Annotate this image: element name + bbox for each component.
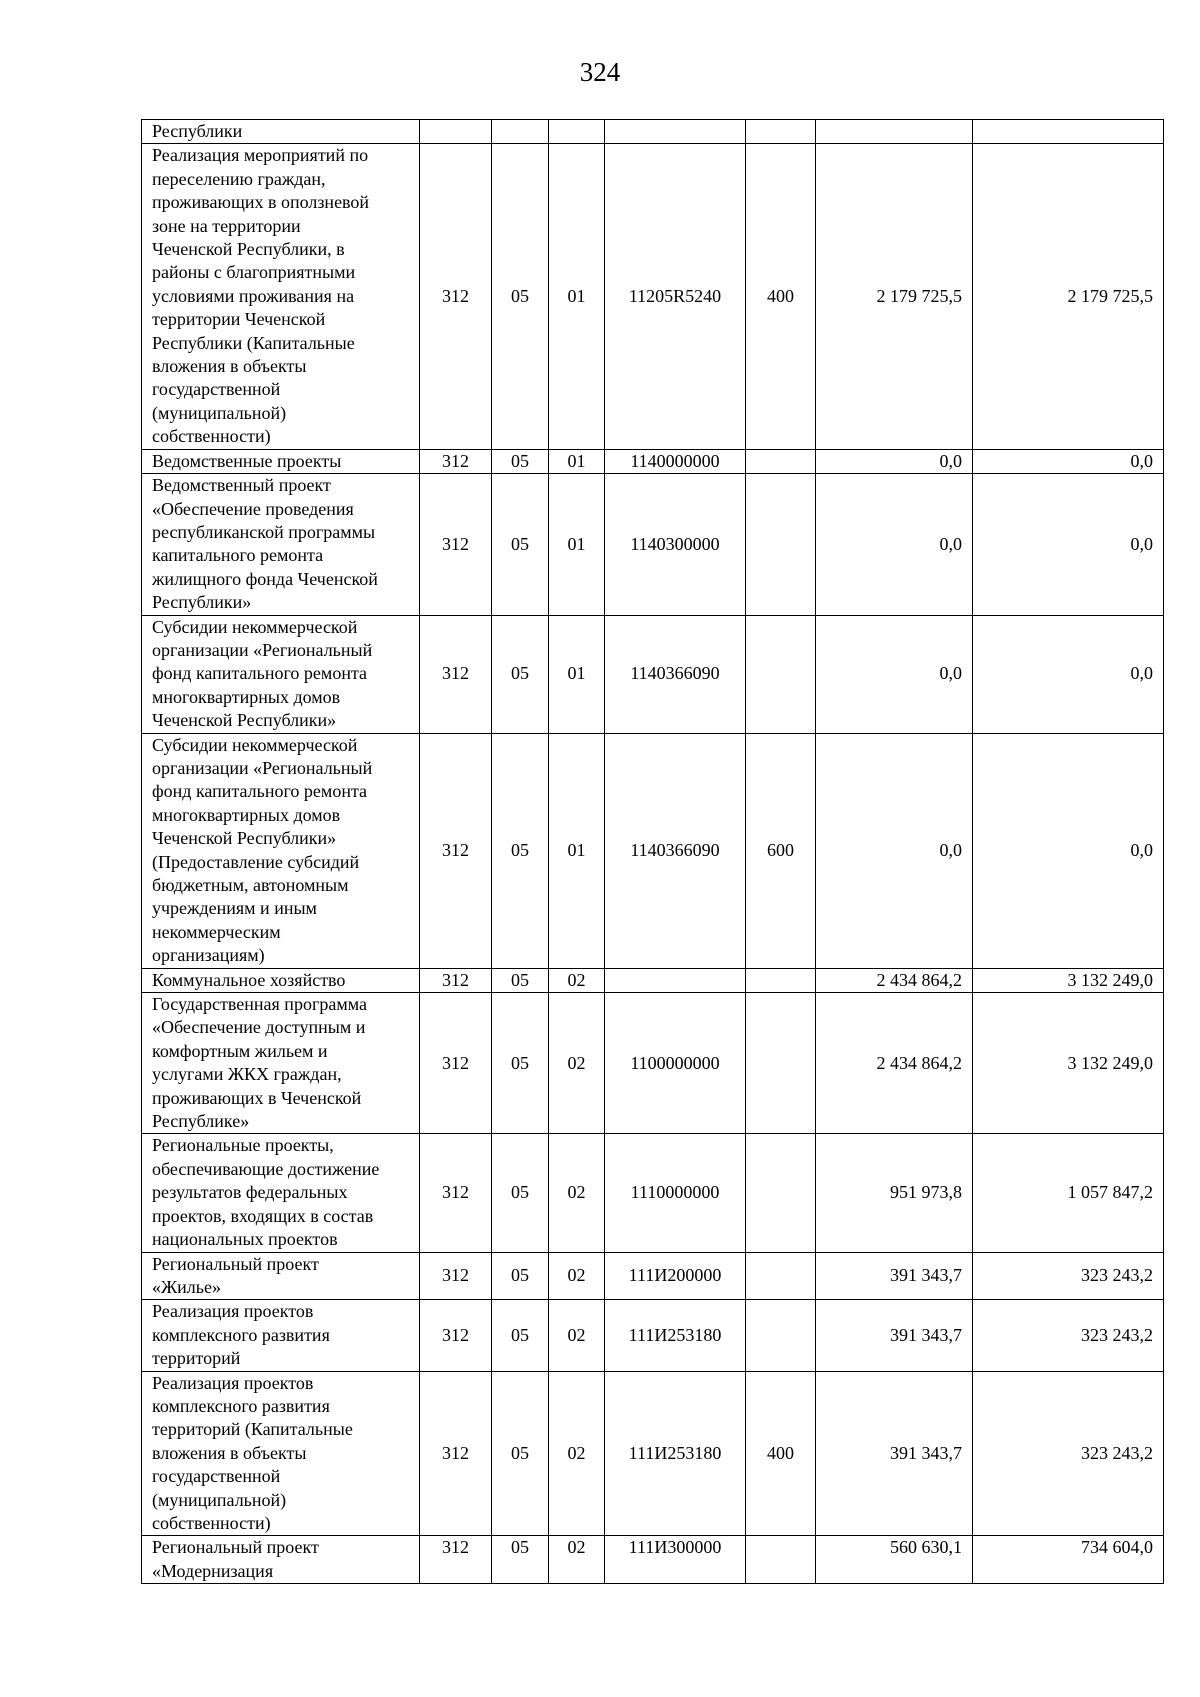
cell-subsection-code: 02 [549,968,605,992]
item-name-line: Государственная программа [152,994,367,1015]
cell-expense-type [746,449,816,473]
item-name-line: государственной [152,379,281,400]
item-name-line: проживающих в Чеченской [152,1087,362,1108]
item-name-line: «Обеспечение проведения [152,498,354,519]
cell-amount-year-1: 2 179 725,5 [816,144,973,449]
cell-item-name [142,1252,420,1300]
cell-expense-type [746,1252,816,1300]
cell-ved-code: 312 [420,1300,492,1371]
item-name-line: комплексного развития [152,1324,330,1345]
item-name-line: Чеченской Республики» [152,710,337,731]
cell-section-code: 05 [492,144,549,449]
cell-expense-type [746,968,816,992]
item-name-line: «Жилье» [152,1276,221,1297]
cell-amount-year-2: 323 243,2 [973,1252,1164,1300]
cell-section-code: 05 [492,993,549,1134]
cell-item-name [142,968,420,992]
item-name-line: (муниципальной) [152,402,287,423]
cell-subsection-code [549,120,605,144]
cell-amount-year-2 [973,120,1164,144]
item-name-line: обеспечивающие достижение [152,1158,380,1179]
cell-amount-year-2: 0,0 [973,474,1164,615]
item-name-line: услугами ЖКХ граждан, [152,1064,342,1085]
cell-expense-type [746,474,816,615]
cell-item-name [142,733,420,968]
cell-ved-code: 312 [420,449,492,473]
cell-subsection-code: 01 [549,733,605,968]
item-name-line: вложения в объекты [152,1442,307,1463]
cell-expense-type: 600 [746,733,816,968]
cell-target-article: 1140300000 [605,474,746,615]
item-name-line: Чеченской Республики, в [152,239,345,260]
item-name-line: жилищного фонда Чеченской [152,568,378,589]
cell-amount-year-1 [816,120,973,144]
cell-subsection-code: 02 [549,1134,605,1252]
table-row [142,1300,1164,1371]
cell-amount-year-1: 391 343,7 [816,1371,973,1536]
table-row [142,968,1164,992]
table-row [142,1536,1164,1584]
item-name-line: Субсидии некоммерческой [152,616,358,637]
budget-table [141,119,1164,1584]
cell-amount-year-1: 391 343,7 [816,1300,973,1371]
item-name-line: бюджетным, автономным [152,875,349,895]
cell-expense-type [746,1300,816,1371]
item-name-line: национальных проектов [152,1229,338,1250]
item-name-line: территорий (Капитальные [152,1419,353,1440]
item-name-line: «Обеспечение доступным и [152,1017,366,1038]
item-name-line: некоммерческим [152,921,281,942]
cell-section-code: 05 [492,968,549,992]
cell-ved-code [420,120,492,144]
cell-subsection-code: 02 [549,1536,605,1584]
cell-amount-year-1: 0,0 [816,474,973,615]
table-row [142,1371,1164,1536]
cell-amount-year-1: 0,0 [816,615,973,733]
cell-amount-year-2: 0,0 [973,615,1164,733]
item-name-line: Ведомственный проект [152,475,331,496]
cell-amount-year-1: 0,0 [816,449,973,473]
cell-subsection-code: 01 [549,615,605,733]
cell-section-code: 05 [492,1371,549,1536]
item-name-line: Республики (Капитальные [152,332,355,353]
cell-amount-year-2: 3 132 249,0 [973,968,1164,992]
cell-subsection-code: 02 [549,1300,605,1371]
cell-target-article: 1110000000 [605,1134,746,1252]
cell-ved-code: 312 [420,1536,492,1584]
cell-ved-code: 312 [420,1371,492,1536]
table-row [142,993,1164,1134]
item-name-line: Ведомственные проекты [152,450,342,471]
item-name-line: Республике» [152,1111,250,1132]
cell-amount-year-2: 0,0 [973,449,1164,473]
item-name-line: Реализация проектов [152,1301,314,1322]
cell-amount-year-1: 560 630,1 [816,1536,973,1584]
cell-item-name [142,1134,420,1252]
item-name-line: проектов, входящих в состав [152,1205,374,1226]
cell-item-name [142,1536,420,1584]
cell-target-article: 111И253180 [605,1300,746,1371]
table-row [142,1134,1164,1252]
cell-item-name [142,449,420,473]
cell-ved-code: 312 [420,733,492,968]
item-name-line: зоне на территории [152,215,301,236]
item-name-line: условиями проживания на [152,285,355,306]
cell-section-code: 05 [492,474,549,615]
cell-item-name [142,144,420,449]
cell-expense-type [746,615,816,733]
item-name-line: собственности) [152,426,271,447]
item-name-line: Региональный проект [152,1253,319,1274]
cell-amount-year-1: 2 434 864,2 [816,993,973,1134]
cell-subsection-code: 01 [549,449,605,473]
cell-amount-year-2: 323 243,2 [973,1300,1164,1371]
item-name-line: учреждениям и иным [152,898,317,919]
cell-target-article: 111И300000 [605,1536,746,1584]
item-name-line: многоквартирных домов [152,804,341,825]
item-name-line: (муниципальной) [152,1489,287,1510]
item-name-line: капитального ремонта [152,545,324,566]
item-name-line: Региональный проект [152,1537,319,1558]
table-row [142,449,1164,473]
cell-section-code: 05 [492,733,549,968]
cell-section-code: 05 [492,1536,549,1584]
item-name-line: Коммунальное хозяйство [152,969,346,990]
cell-amount-year-1: 0,0 [816,733,973,968]
cell-section-code: 05 [492,449,549,473]
table-row [142,120,1164,144]
cell-expense-type: 400 [746,144,816,449]
cell-subsection-code: 02 [549,1371,605,1536]
cell-section-code: 05 [492,615,549,733]
cell-ved-code: 312 [420,144,492,449]
item-name-line: Реализация проектов [152,1372,314,1393]
item-name-line: организации «Региональный [152,757,373,778]
cell-amount-year-2: 323 243,2 [973,1371,1164,1536]
cell-section-code: 05 [492,1134,549,1252]
cell-target-article [605,120,746,144]
item-name-line: Республики [152,121,243,141]
cell-target-article: 1140000000 [605,449,746,473]
item-name-line: территории Чеченской [152,309,326,330]
item-name-line: собственности) [152,1512,271,1533]
cell-item-name [142,1371,420,1536]
cell-target-article: 111И200000 [605,1252,746,1300]
cell-ved-code: 312 [420,993,492,1134]
cell-item-name [142,993,420,1134]
cell-expense-type [746,993,816,1134]
item-name-line: государственной [152,1466,281,1487]
table-row [142,1252,1164,1300]
item-name-line: территорий [152,1348,241,1369]
item-name-line: республиканской программы [152,521,376,542]
cell-amount-year-2: 0,0 [973,733,1164,968]
item-name-line: районы с благоприятными [152,262,356,283]
cell-item-name [142,1300,420,1371]
item-name-line: переселению граждан, [152,168,326,189]
item-name-line: организациям) [152,945,265,966]
cell-amount-year-2: 734 604,0 [973,1536,1164,1584]
cell-target-article: 111И253180 [605,1371,746,1536]
cell-expense-type [746,1134,816,1252]
table-row [142,474,1164,615]
cell-section-code: 05 [492,1252,549,1300]
item-name-line: вложения в объекты [152,356,307,377]
table-row [142,144,1164,449]
item-name-line: проживающих в оползневой [152,192,370,213]
item-name-line: Региональные проекты, [152,1135,334,1156]
item-name-line: комфортным жильем и [152,1040,328,1061]
cell-amount-year-1: 2 434 864,2 [816,968,973,992]
cell-subsection-code: 01 [549,474,605,615]
item-name-line: комплексного развития [152,1395,330,1416]
cell-amount-year-2: 2 179 725,5 [973,144,1164,449]
cell-target-article: 11205R5240 [605,144,746,449]
cell-amount-year-2: 3 132 249,0 [973,993,1164,1134]
cell-section-code: 05 [492,1300,549,1371]
item-name-line: Республики» [152,592,252,613]
cell-amount-year-1: 951 973,8 [816,1134,973,1252]
cell-item-name [142,120,420,144]
cell-subsection-code: 01 [549,144,605,449]
item-name-line: результатов федеральных [152,1182,348,1203]
item-name-line: «Модернизация [152,1560,274,1581]
item-name-line: организации «Региональный [152,639,373,660]
cell-ved-code: 312 [420,615,492,733]
cell-amount-year-2: 1 057 847,2 [973,1134,1164,1252]
cell-target-article: 1140366090 [605,733,746,968]
cell-target-article: 1140366090 [605,615,746,733]
item-name-line: фонд капитального ремонта [152,663,368,684]
cell-section-code [492,120,549,144]
item-name-line: Субсидии некоммерческой [152,734,358,755]
cell-ved-code: 312 [420,1134,492,1252]
cell-target-article [605,968,746,992]
cell-amount-year-1: 391 343,7 [816,1252,973,1300]
cell-subsection-code: 02 [549,1252,605,1300]
cell-ved-code: 312 [420,1252,492,1300]
item-name-line: многоквартирных домов [152,686,341,707]
cell-ved-code: 312 [420,968,492,992]
item-name-line: Чеченской Республики» [152,828,337,849]
cell-item-name [142,474,420,615]
cell-expense-type [746,120,816,144]
page-number: 324 [579,57,621,87]
cell-ved-code: 312 [420,474,492,615]
item-name-line: Реализация мероприятий по [152,145,369,166]
table-body [142,120,1164,1584]
cell-target-article: 1100000000 [605,993,746,1134]
cell-subsection-code: 02 [549,993,605,1134]
cell-expense-type [746,1536,816,1584]
table-row [142,615,1164,733]
item-name-line: (Предоставление субсидий [152,851,360,872]
table-row [142,733,1164,968]
cell-expense-type: 400 [746,1371,816,1536]
cell-item-name [142,615,420,733]
item-name-line: фонд капитального ремонта [152,781,368,802]
